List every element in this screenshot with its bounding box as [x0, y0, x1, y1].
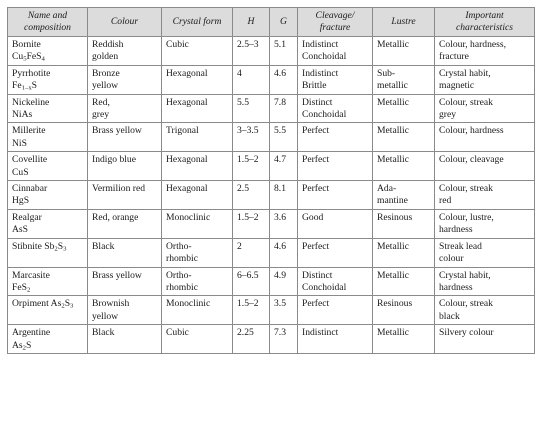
cell-characteristics: Silvery colour: [435, 325, 535, 354]
mineral-name: Marcasite: [12, 269, 50, 281]
table-body: [8, 37, 535, 354]
table-row: [8, 37, 535, 66]
formula-subscript: 2: [54, 245, 58, 253]
cell-gravity: 5.1: [270, 37, 298, 66]
cell-lustre: Resinous: [373, 209, 435, 238]
cell-lustre: Metallic: [373, 238, 435, 267]
mineral-name: Nickeline: [12, 96, 50, 108]
cell-cleavage: Perfect: [298, 238, 373, 267]
cell-colour: Bronze yellow: [88, 65, 162, 94]
formula-part: S: [31, 80, 38, 92]
mineral-formula: [12, 224, 83, 236]
cell-hardness: 6–6.5: [233, 267, 270, 296]
mineral-formula: [12, 138, 83, 150]
mineral-formula: [12, 340, 83, 352]
cell-crystal-form: Trigonal: [162, 123, 233, 152]
header-name: Name and composition: [8, 8, 88, 37]
mineral-name: Realgar: [12, 211, 42, 223]
table-row: [8, 181, 535, 210]
header-crystal-form: Crystal form: [162, 8, 233, 37]
cell-colour: Red, grey: [88, 94, 162, 123]
mineral-name: Pyrrhotite: [12, 67, 51, 79]
cell-cleavage: Perfect: [298, 296, 373, 325]
header-hardness: H: [233, 8, 270, 37]
cell-lustre: Ada- mantine: [373, 181, 435, 210]
formula-part: FeS: [12, 281, 27, 293]
table-row: [8, 209, 535, 238]
cell-gravity: 7.3: [270, 325, 298, 354]
mineral-name: Orpiment: [12, 298, 49, 310]
formula-part: S: [64, 298, 71, 310]
cell-characteristics: Crystal habit, hardness: [435, 267, 535, 296]
cell-characteristics: Colour, lustre, hardness: [435, 209, 535, 238]
cell-lustre: Resinous: [373, 296, 435, 325]
cell-cleavage: Indistinct Conchoidal: [298, 37, 373, 66]
header-colour: Colour: [88, 8, 162, 37]
table-header: [8, 8, 535, 37]
cell-hardness: 1.5–2: [233, 152, 270, 181]
mineral-name: Argentine: [12, 327, 51, 339]
cell-hardness: 1.5–2: [233, 209, 270, 238]
cell-crystal-form: Monoclinic: [162, 209, 233, 238]
formula-part: Fe: [12, 80, 22, 92]
mineral-formula: [44, 241, 66, 252]
cell-colour: Vermilion red: [88, 181, 162, 210]
formula-part: As: [12, 339, 23, 351]
cell-hardness: 4: [233, 65, 270, 94]
table-row: [8, 296, 535, 325]
mineral-name: Cinnabar: [12, 183, 48, 195]
cell-crystal-form: Hexagonal: [162, 65, 233, 94]
cell-hardness: 2.5–3: [233, 37, 270, 66]
cell-lustre: Metallic: [373, 37, 435, 66]
table-row: [8, 152, 535, 181]
cell-gravity: 8.1: [270, 181, 298, 210]
cell-name: [8, 94, 88, 123]
cell-colour: Indigo blue: [88, 152, 162, 181]
cell-cleavage: Distinct Conchoidal: [298, 267, 373, 296]
cell-colour: Black: [88, 325, 162, 354]
formula-subscript: 2: [22, 344, 27, 352]
header-characteristics: Important characteristics: [435, 8, 535, 37]
cell-colour: Red, orange: [88, 209, 162, 238]
cell-name: [8, 152, 88, 181]
formula-part: HgS: [12, 195, 30, 207]
cell-cleavage: Distinct Conchoidal: [298, 94, 373, 123]
cell-lustre: Metallic: [373, 152, 435, 181]
cell-characteristics: Colour, hardness: [435, 123, 535, 152]
cell-name: [8, 209, 88, 238]
cell-gravity: 4.7: [270, 152, 298, 181]
mineral-name: Covellite: [12, 154, 48, 166]
cell-cleavage: Perfect: [298, 123, 373, 152]
cell-colour: Brass yellow: [88, 123, 162, 152]
cell-hardness: 3–3.5: [233, 123, 270, 152]
cell-name: [8, 181, 88, 210]
mineral-formula: [12, 167, 83, 179]
cell-gravity: 4.6: [270, 238, 298, 267]
cell-lustre: Metallic: [373, 94, 435, 123]
cell-characteristics: Colour, streak red: [435, 181, 535, 210]
cell-characteristics: Crystal habit, magnetic: [435, 65, 535, 94]
mineral-formula: [12, 109, 83, 121]
formula-subscript: 2: [26, 286, 31, 294]
cell-hardness: 2.5: [233, 181, 270, 210]
minerals-table: [7, 7, 535, 354]
formula-subscript: 5: [23, 56, 27, 64]
header-row: [8, 8, 535, 37]
cell-crystal-form: Hexagonal: [162, 152, 233, 181]
cell-characteristics: Colour, hardness, fracture: [435, 37, 535, 66]
formula-subscript: 1–x: [21, 84, 32, 92]
formula-part: CuS: [12, 166, 29, 178]
formula-part: As: [50, 298, 62, 310]
cell-gravity: 3.5: [270, 296, 298, 325]
cell-gravity: 4.6: [270, 65, 298, 94]
mineral-name: Millerite: [12, 125, 46, 137]
formula-part: S: [57, 240, 64, 252]
formula-part: FeS: [26, 51, 42, 63]
cell-cleavage: Good: [298, 209, 373, 238]
table-row: [8, 325, 535, 354]
cell-name: [8, 65, 88, 94]
cell-crystal-form: Hexagonal: [162, 181, 233, 210]
cell-crystal-form: Ortho- rhombic: [162, 267, 233, 296]
cell-name: [8, 325, 88, 354]
header-lustre: Lustre: [373, 8, 435, 37]
header-gravity: G: [270, 8, 298, 37]
cell-colour: Brass yellow: [88, 267, 162, 296]
cell-name: [8, 123, 88, 152]
cell-gravity: 4.9: [270, 267, 298, 296]
formula-subscript: 2: [61, 302, 65, 310]
formula-part: NiS: [12, 137, 27, 149]
cell-crystal-form: Cubic: [162, 37, 233, 66]
table-row: [8, 238, 535, 267]
cell-cleavage: Indistinct Brittle: [298, 65, 373, 94]
cell-gravity: 3.6: [270, 209, 298, 238]
cell-colour: Brownish yellow: [88, 296, 162, 325]
cell-crystal-form: Ortho- rhombic: [162, 238, 233, 267]
cell-crystal-form: Hexagonal: [162, 94, 233, 123]
cell-colour: Black: [88, 238, 162, 267]
cell-name: [8, 296, 88, 325]
cell-cleavage: Indistinct: [298, 325, 373, 354]
cell-hardness: 2.25: [233, 325, 270, 354]
cell-gravity: 7.8: [270, 94, 298, 123]
table-row: [8, 123, 535, 152]
mineral-formula: [12, 282, 83, 294]
cell-cleavage: Perfect: [298, 152, 373, 181]
formula-part: S: [26, 339, 32, 351]
header-cleavage: Cleavage/ fracture: [298, 8, 373, 37]
cell-cleavage: Perfect: [298, 181, 373, 210]
cell-characteristics: Colour, streak grey: [435, 94, 535, 123]
cell-name: [8, 238, 88, 267]
cell-hardness: 5.5: [233, 94, 270, 123]
cell-name: [8, 37, 88, 66]
cell-colour: Reddish golden: [88, 37, 162, 66]
cell-hardness: 2: [233, 238, 270, 267]
table-row: [8, 65, 535, 94]
formula-part: Cu: [12, 51, 24, 63]
formula-subscript: 3: [63, 245, 67, 253]
formula-part: NiAs: [12, 109, 33, 121]
mineral-formula: [12, 51, 83, 63]
formula-part: AsS: [12, 224, 28, 236]
table-row: [8, 94, 535, 123]
cell-gravity: 5.5: [270, 123, 298, 152]
table-row: [8, 267, 535, 296]
cell-characteristics: Colour, cleavage: [435, 152, 535, 181]
formula-part: Sb: [44, 240, 55, 252]
cell-lustre: Sub- metallic: [373, 65, 435, 94]
mineral-formula: [12, 195, 83, 207]
cell-crystal-form: Monoclinic: [162, 296, 233, 325]
cell-lustre: Metallic: [373, 325, 435, 354]
formula-subscript: 3: [70, 302, 74, 310]
mineral-formula: [51, 298, 74, 309]
mineral-name: Bornite: [12, 39, 41, 50]
cell-crystal-form: Cubic: [162, 325, 233, 354]
mineral-formula: [12, 80, 83, 92]
formula-subscript: 4: [41, 56, 45, 64]
cell-name: [8, 267, 88, 296]
cell-characteristics: Colour, streak black: [435, 296, 535, 325]
cell-lustre: Metallic: [373, 123, 435, 152]
cell-characteristics: Streak lead colour: [435, 238, 535, 267]
cell-lustre: Metallic: [373, 267, 435, 296]
cell-hardness: 1.5–2: [233, 296, 270, 325]
mineral-name: Stibnite: [12, 240, 42, 252]
